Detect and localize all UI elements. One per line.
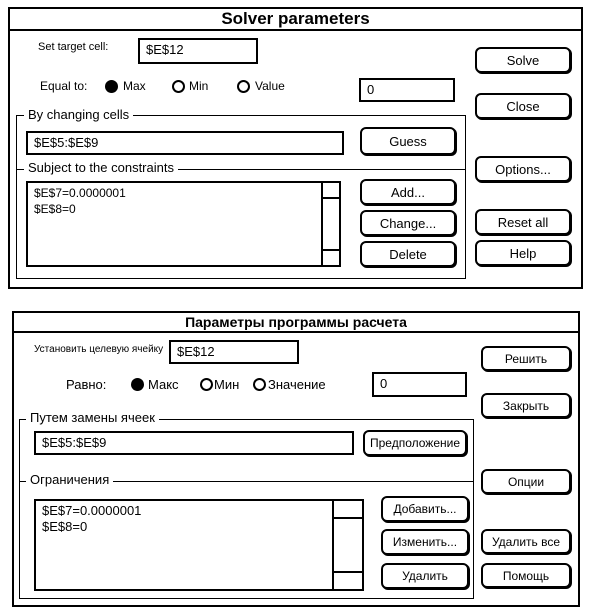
- radio-max[interactable]: [105, 80, 118, 93]
- changing-cells-label: Путем замены ячеек: [26, 410, 159, 425]
- radio-max-label: Max: [123, 79, 146, 93]
- target-cell-label: Установить целевую ячейку: [34, 344, 164, 355]
- reset-all-button[interactable]: Reset all: [475, 209, 571, 235]
- radio-max[interactable]: [131, 378, 144, 391]
- scroll-up-arrow[interactable]: [323, 183, 339, 199]
- value-input[interactable]: 0: [372, 372, 467, 397]
- guess-button[interactable]: Guess: [360, 127, 456, 155]
- guess-button[interactable]: Предположение: [363, 430, 467, 456]
- equal-to-label: Равно:: [66, 377, 107, 392]
- scrollbar[interactable]: [332, 501, 362, 589]
- change-button[interactable]: Change...: [360, 210, 456, 236]
- radio-value-label: Значение: [268, 377, 326, 392]
- radio-value[interactable]: [237, 80, 250, 93]
- scroll-up-arrow[interactable]: [334, 501, 362, 519]
- constraints-list[interactable]: [26, 181, 341, 267]
- delete-button[interactable]: Удалить: [381, 563, 469, 589]
- options-button[interactable]: Опции: [481, 469, 571, 494]
- constraints-text: $E$7=0.0000001 $E$8=0: [42, 503, 142, 534]
- radio-min[interactable]: [200, 378, 213, 391]
- constraints-label: Subject to the constraints: [24, 160, 178, 175]
- solve-button[interactable]: Solve: [475, 47, 571, 73]
- add-button[interactable]: Add...: [360, 179, 456, 205]
- scroll-down-arrow[interactable]: [334, 571, 362, 589]
- equal-to-label: Equal to:: [40, 79, 88, 93]
- scrollbar[interactable]: [321, 183, 339, 265]
- add-button[interactable]: Добавить...: [381, 496, 469, 522]
- change-button[interactable]: Изменить...: [381, 529, 469, 555]
- changing-cells-input[interactable]: $E$5:$E$9: [26, 131, 344, 155]
- dialog-title: Параметры программы расчета: [14, 313, 578, 333]
- scroll-down-arrow[interactable]: [323, 249, 339, 265]
- target-cell-input[interactable]: $E$12: [138, 38, 258, 64]
- changing-cells-input[interactable]: $E$5:$E$9: [34, 431, 354, 455]
- radio-value[interactable]: [253, 378, 266, 391]
- radio-max-label: Макс: [148, 377, 179, 392]
- delete-button[interactable]: Delete: [360, 241, 456, 267]
- radio-min[interactable]: [172, 80, 185, 93]
- solver-dialog-ru: [12, 311, 580, 607]
- help-button[interactable]: Help: [475, 240, 571, 266]
- options-button[interactable]: Options...: [475, 156, 571, 182]
- close-button[interactable]: Закрыть: [481, 393, 571, 418]
- target-cell-label: Set target cell:: [38, 41, 109, 53]
- target-cell-input[interactable]: $E$12: [169, 340, 299, 364]
- value-input[interactable]: 0: [359, 78, 455, 102]
- help-button[interactable]: Помощь: [481, 563, 571, 588]
- radio-min-label: Мин: [214, 377, 240, 392]
- radio-value-label: Value: [255, 79, 285, 93]
- constraints-text: $E$7=0.0000001 $E$8=0: [34, 186, 126, 216]
- solver-dialog-en: [8, 7, 583, 289]
- solve-button[interactable]: Решить: [481, 346, 571, 371]
- changing-cells-label: By changing cells: [24, 107, 133, 122]
- radio-min-label: Min: [189, 79, 209, 93]
- reset-all-button[interactable]: Удалить все: [481, 529, 571, 554]
- dialog-title: Solver parameters: [10, 9, 581, 31]
- close-button[interactable]: Close: [475, 93, 571, 119]
- constraints-label: Ограничения: [26, 472, 113, 487]
- constraints-list[interactable]: [34, 499, 364, 591]
